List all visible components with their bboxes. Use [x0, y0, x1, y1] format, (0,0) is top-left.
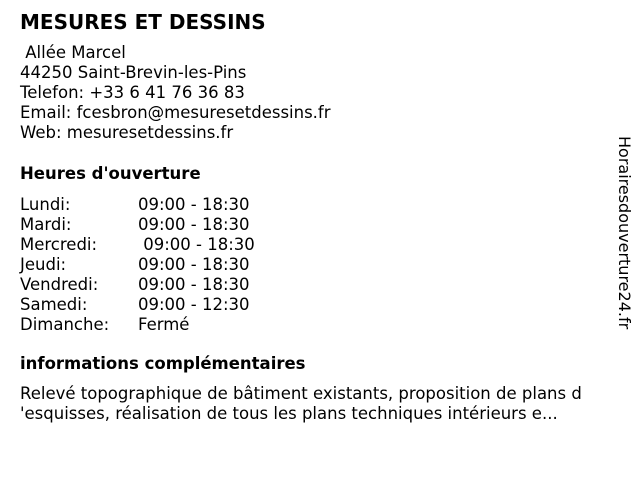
contact-block — [20, 43, 331, 143]
day-hours: 09:00 - 18:30 — [138, 195, 250, 214]
day-hours: Fermé — [138, 315, 190, 334]
day-hours: 09:00 - 12:30 — [138, 295, 250, 314]
info-line: Relevé topographique de bâtiment existants, proposition de plans d — [20, 384, 582, 403]
day-label: Mardi: — [20, 215, 72, 234]
day-label: Jeudi: — [20, 255, 67, 274]
web-line: Web: mesuresetdessins.fr — [20, 123, 234, 142]
day-label: Lundi: — [20, 195, 71, 214]
address-city: 44250 Saint-Brevin-les-Pins — [20, 63, 247, 82]
address-street: Allée Marcel — [20, 43, 126, 62]
day-hours: 09:00 - 18:30 — [138, 255, 250, 274]
day-hours: 09:00 - 18:30 — [138, 275, 250, 294]
email-line: Email: fcesbron@mesuresetdessins.fr — [20, 103, 331, 122]
info-heading: informations complémentaires — [20, 354, 306, 373]
phone-line: Telefon: +33 6 41 76 36 83 — [20, 83, 245, 102]
day-hours: 09:00 - 18:30 — [138, 215, 250, 234]
day-label: Vendredi: — [20, 275, 99, 294]
business-name: MESURES ET DESSINS — [20, 10, 266, 34]
info-description — [20, 384, 620, 424]
watermark-text: Horairesdouverture24.fr — [615, 136, 634, 330]
hours-heading: Heures d'ouverture — [20, 164, 201, 183]
info-line: 'esquisses, réalisation de tous les plans techniques intérieurs e... — [20, 404, 558, 423]
day-label: Samedi: — [20, 295, 88, 314]
day-label: Mercredi: — [20, 235, 98, 254]
day-label: Dimanche: — [20, 315, 110, 334]
day-hours: 09:00 - 18:30 — [138, 235, 255, 254]
